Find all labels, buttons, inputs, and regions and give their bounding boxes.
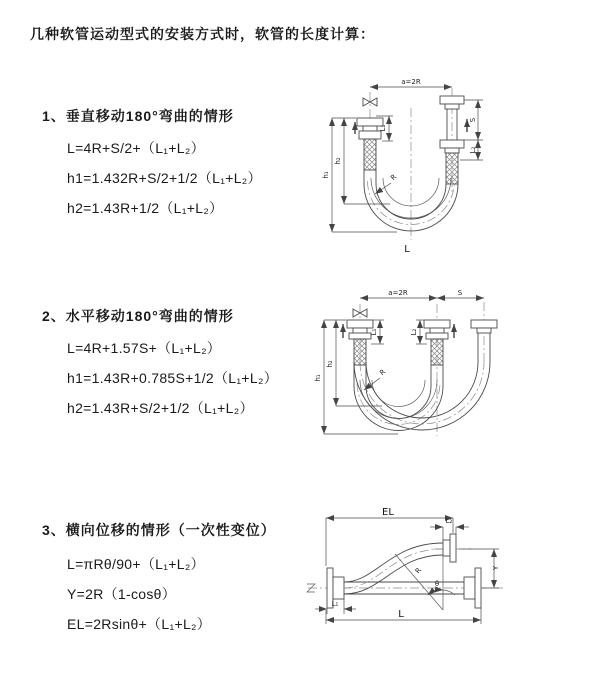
hose-curved-top-edge: [344, 543, 443, 582]
d3-length-label: L: [398, 609, 404, 620]
flange-plate: [450, 534, 456, 562]
d2-dim-label-l1: L₁: [370, 328, 378, 336]
flange-neck: [363, 126, 377, 131]
d2-dim-label-l2: L₂: [410, 328, 418, 336]
flange-collar: [426, 333, 448, 339]
d2-dim-label-h2: h₂: [326, 360, 334, 368]
pipe-nut: [440, 140, 464, 148]
d1-dim-label-h2: h₂: [334, 157, 342, 165]
pipe-nut: [440, 96, 464, 104]
section-2-formula-h1: h1=1.43R+0.785S+1/2（L₁+L₂）: [67, 370, 278, 386]
flange: [424, 320, 450, 328]
d3-dim-label-el: EL: [382, 507, 394, 518]
section-3-formula-el: EL=2Rsinθ+（L₁+L₂）: [67, 616, 212, 632]
section-3-formula-y: Y=2R（1-cosθ）: [67, 586, 177, 602]
d1-radius-label: R: [389, 172, 399, 183]
d1-length-label: L: [404, 244, 410, 255]
d2-dim-label-h1: h₁: [314, 374, 322, 382]
flange-neck: [477, 328, 491, 333]
d3-angle-label: θ: [434, 580, 440, 588]
hose-inner-edge: [366, 365, 431, 418]
section-1-heading: 1、垂直移动180°弯曲的情形: [42, 108, 234, 124]
d1-dim-label-s: S: [469, 117, 477, 123]
section-1-formula-l: L=4R+S/2+（L₁+L₂）: [67, 140, 205, 156]
d1-dim-label-a2r: a=2R: [401, 78, 421, 86]
section-2-formula-h2: h2=1.43R+S/2+1/2（L₁+L₂）: [67, 400, 254, 416]
d3-radius-label: R: [413, 566, 424, 576]
d2-radius-label: R: [378, 367, 388, 378]
page-title: 几种软管运动型式的安装方式时，软管的长度计算：: [30, 26, 375, 42]
braided-hose-section: [431, 339, 443, 365]
flange-collar: [359, 131, 381, 139]
diagram-vertical-move-180-bend: [312, 72, 600, 262]
pipe-neck: [445, 148, 459, 153]
d1-dim-label-h1: h₁: [322, 171, 330, 179]
d3-dim-label-y: Y: [492, 565, 500, 571]
section-1-formula-h2: h2=1.43R+1/2（L₁+L₂）: [67, 200, 224, 216]
flange-hub: [464, 577, 475, 599]
braided-hose-section: [446, 153, 458, 184]
flange-neck: [353, 328, 367, 333]
section-3-formula-l: L=πRθ/90+（L₁+L₂）: [67, 556, 205, 572]
hose-phantom-inner: [372, 380, 425, 407]
flange: [347, 320, 373, 328]
flange-hub: [443, 540, 450, 556]
diagram-horizontal-move-180-bend: [312, 286, 600, 444]
section-3-heading: 3、横向位移的情形（一次性变位）: [42, 522, 276, 538]
diagram-lateral-displacement: [298, 502, 598, 660]
flange-neck: [430, 328, 444, 333]
pipe-neck: [445, 104, 459, 109]
braided-hose-section: [364, 139, 376, 170]
braided-hose-section: [354, 339, 366, 365]
d3-dim-label-l1: L₁: [331, 600, 339, 608]
d1-dim-label-l1: L₁: [379, 124, 387, 132]
section-1-formula-h1: h1=1.432R+S/2+1/2（L₁+L₂）: [67, 170, 262, 186]
flange-collar: [349, 333, 371, 339]
flange-plate: [475, 568, 481, 608]
d1-dim-label-l2: L₂: [469, 146, 477, 154]
hose-moved-outer-edge: [354, 362, 490, 430]
flange-hub: [333, 577, 344, 599]
section-2-formula-l: L=4R+1.57S+（L₁+L₂）: [67, 340, 222, 356]
radius-leader-arrow: [375, 183, 391, 194]
d3-dim-label-l2: L₂: [445, 517, 453, 525]
section-2-heading: 2、水平移动180°弯曲的情形: [42, 308, 234, 324]
flange: [471, 320, 497, 328]
d2-dim-label-a2r: a=2R: [388, 289, 408, 297]
d2-dim-label-s: S: [457, 289, 463, 297]
